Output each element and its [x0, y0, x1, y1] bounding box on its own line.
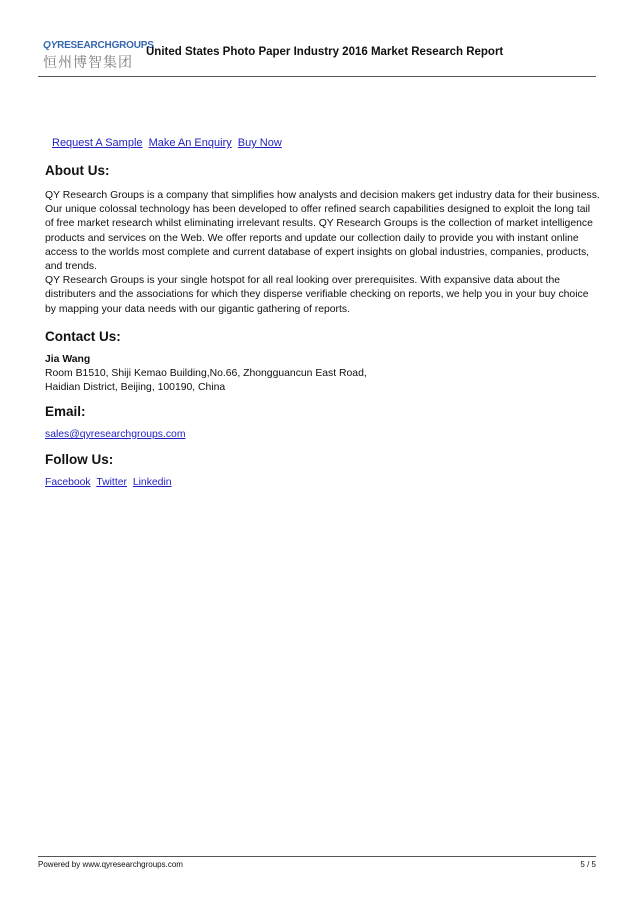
- facebook-link[interactable]: Facebook: [45, 477, 91, 488]
- contact-heading: Contact Us:: [45, 329, 121, 344]
- company-logo: [43, 40, 154, 74]
- about-paragraph-1: QY Research Groups is a company that simplifies how analysts and decision makers get industry data for their business. Our unique colossal technology has been developed to offer refined search capabilities designed to exploit the long tail of free market research whilst eliminating irrelevant results. QY Research Groups is the collection of market intelligence products and services on the Web. We offer reports and update our collection daily to provide you with instant online access to the worlds most complete and current database of expert insights on global industries, companies, products, and trends.: [45, 190, 600, 273]
- page-number: 5 / 5: [580, 860, 596, 869]
- buy-now-link[interactable]: Buy Now: [237, 137, 282, 149]
- follow-heading: Follow Us:: [45, 452, 114, 467]
- contact-name: Jia Wang: [45, 354, 91, 365]
- logo-qy: QY: [43, 40, 58, 51]
- about-body: [45, 189, 600, 317]
- email-heading: Email:: [45, 404, 86, 419]
- linkedin-link[interactable]: Linkedin: [132, 477, 172, 488]
- powered-by: Powered by www.qyresearchgroups.com: [38, 860, 183, 869]
- about-heading: About Us:: [45, 163, 110, 178]
- page-footer: [38, 856, 596, 873]
- make-enquiry-link[interactable]: Make An Enquiry: [148, 137, 232, 149]
- contact-body: [45, 353, 600, 396]
- contact-address-line-1: Room B1510, Shiji Kemao Building,No.66, Zhongguancun East Road,: [45, 368, 367, 380]
- action-links: [52, 137, 285, 149]
- contact-address-line-2: Haidian District, Beijing, 100190, China: [45, 382, 226, 394]
- report-title: United States Photo Paper Industry 2016 Market Research Report: [146, 46, 504, 58]
- logo-chinese: 恒州博智集团: [43, 55, 133, 71]
- email-link[interactable]: sales@qyresearchgroups.com: [45, 429, 186, 440]
- about-paragraph-2: QY Research Groups is your single hotspot for all real looking over prerequisites. With expansive data about the distributers and the associations for which they disperse verifiable checking on reports, we help you in your buy choice by mapping your data needs with our gigantic gathering of reports.: [45, 275, 589, 315]
- email-body: [45, 428, 600, 442]
- logo-research-groups: RESEARCHGROUPS: [57, 40, 154, 51]
- page-header: [38, 38, 596, 77]
- logo-english: [43, 40, 154, 51]
- request-sample-link[interactable]: Request A Sample: [52, 137, 143, 149]
- twitter-link[interactable]: Twitter: [96, 477, 127, 488]
- follow-links: [45, 476, 600, 490]
